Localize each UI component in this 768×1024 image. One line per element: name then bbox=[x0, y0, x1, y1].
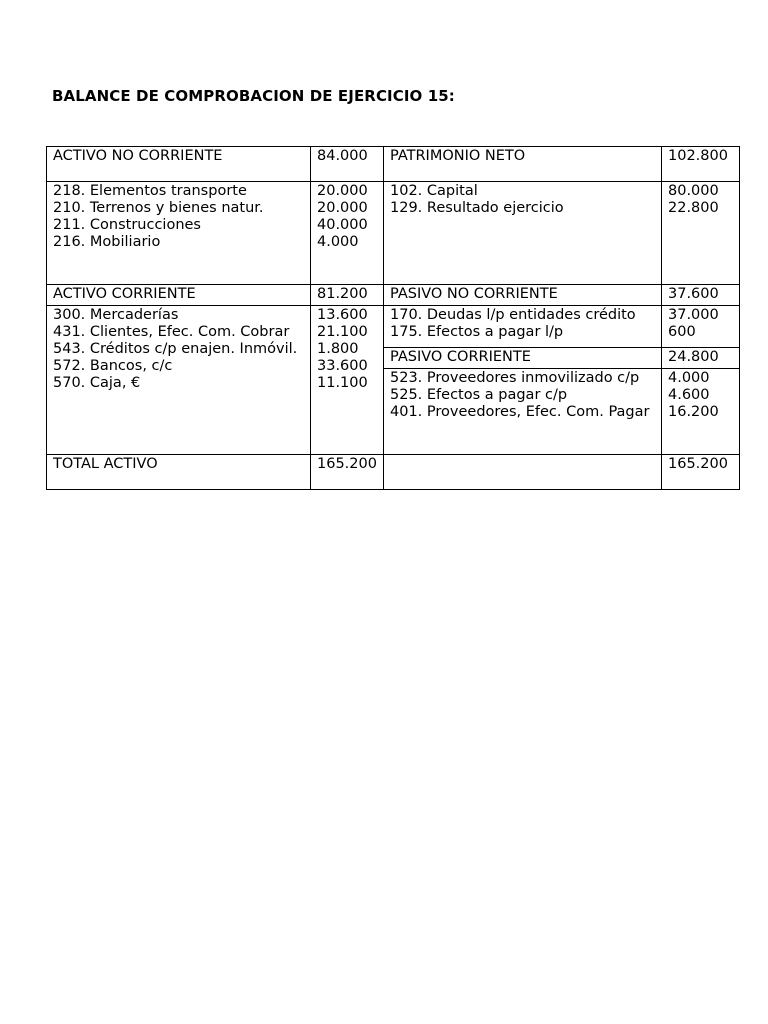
activo-corriente-total: 81.200 bbox=[311, 285, 384, 306]
activo-no-corriente-label: ACTIVO NO CORRIENTE bbox=[47, 147, 311, 182]
pasivo-corriente-items: 523. Proveedores inmovilizado c/p 525. Efectos a pagar c/p 401. Proveedores, Efec. Com. Pagar bbox=[384, 369, 662, 455]
table-row bbox=[47, 306, 740, 348]
pasivo-no-corriente-total: 37.600 bbox=[662, 285, 740, 306]
pasivo-corriente-label: PASIVO CORRIENTE bbox=[384, 348, 662, 369]
table-row bbox=[47, 455, 740, 490]
activo-corriente-items: 300. Mercaderías 431. Clientes, Efec. Com. Cobrar 543. Créditos c/p enajen. Inmóvil. 572. Bancos, c/c 570. Caja, € bbox=[47, 306, 311, 455]
total-pasivo-label bbox=[384, 455, 662, 490]
pasivo-corriente-values: 4.000 4.600 16.200 bbox=[662, 369, 740, 455]
document-title: BALANCE DE COMPROBACION DE EJERCICIO 15: bbox=[52, 87, 455, 105]
patrimonio-neto-label: PATRIMONIO NETO bbox=[384, 147, 662, 182]
patrimonio-neto-values: 80.000 22.800 bbox=[662, 182, 740, 285]
table-row bbox=[47, 285, 740, 306]
pasivo-no-corriente-label: PASIVO NO CORRIENTE bbox=[384, 285, 662, 306]
pasivo-no-corriente-items: 170. Deudas l/p entidades crédito 175. Efectos a pagar l/p bbox=[384, 306, 662, 348]
patrimonio-neto-items: 102. Capital 129. Resultado ejercicio bbox=[384, 182, 662, 285]
activo-no-corriente-items: 218. Elementos transporte 210. Terrenos y bienes natur. 211. Construcciones 216. Mobiliario bbox=[47, 182, 311, 285]
pasivo-corriente-total: 24.800 bbox=[662, 348, 740, 369]
activo-no-corriente-values: 20.000 20.000 40.000 4.000 bbox=[311, 182, 384, 285]
table-row bbox=[47, 147, 740, 182]
total-activo-value: 165.200 bbox=[311, 455, 384, 490]
activo-corriente-label: ACTIVO CORRIENTE bbox=[47, 285, 311, 306]
activo-corriente-values: 13.600 21.100 1.800 33.600 11.100 bbox=[311, 306, 384, 455]
total-pasivo-value: 165.200 bbox=[662, 455, 740, 490]
table-row bbox=[47, 182, 740, 285]
pasivo-no-corriente-values: 37.000 600 bbox=[662, 306, 740, 348]
total-activo-label: TOTAL ACTIVO bbox=[47, 455, 311, 490]
balance-table bbox=[46, 146, 740, 490]
patrimonio-neto-total: 102.800 bbox=[662, 147, 740, 182]
activo-no-corriente-total: 84.000 bbox=[311, 147, 384, 182]
